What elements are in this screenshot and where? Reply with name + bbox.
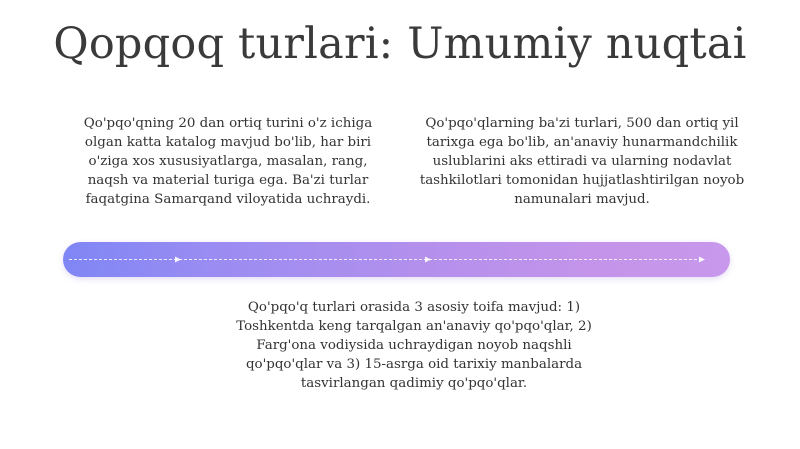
page-title: Qopqoq turlari: Umumiy nuqtai <box>53 19 747 69</box>
arrow-right-icon <box>175 257 181 263</box>
text-block-right: Qo'pqo'qlarning ba'zi turlari, 500 dan ortiq yil tarixga ega bo'lib, an'anaviy hunarmandchilik uslublarini aks ettiradi va ularning nodavlat tashkilotlari tomonidan hujjatlashtirilgan noyob namunalari mavjud. <box>419 116 745 207</box>
text-block-left: Qo'pqo'qning 20 dan ortiq turini o'z ichiga olgan katta katalog mavjud bo'lib, har biri o'ziga xos xususiyatlarga, masalan, rang, naqsh va material turiga ega. Ba'zi turlar faqatgina Samarqand viloyatida uchraydi. <box>83 116 373 207</box>
timeline-bar <box>63 242 730 277</box>
timeline-line-graphic <box>63 242 730 277</box>
arrow-right-icon <box>425 257 431 263</box>
text-block-bottom: Qo'pqo'q turlari orasida 3 asosiy toifa mavjud: 1) Toshkentda keng tarqalgan an'anaviy qo'pqo'qlar, 2) Farg'ona vodiysida uchraydigan noyob naqshli qo'pqo'qlar va 3) 15-asrga oid tarixiy manbalarda tasvirlangan qadimiy qo'pqo'qlar. <box>236 300 592 391</box>
arrow-right-icon <box>699 257 705 263</box>
